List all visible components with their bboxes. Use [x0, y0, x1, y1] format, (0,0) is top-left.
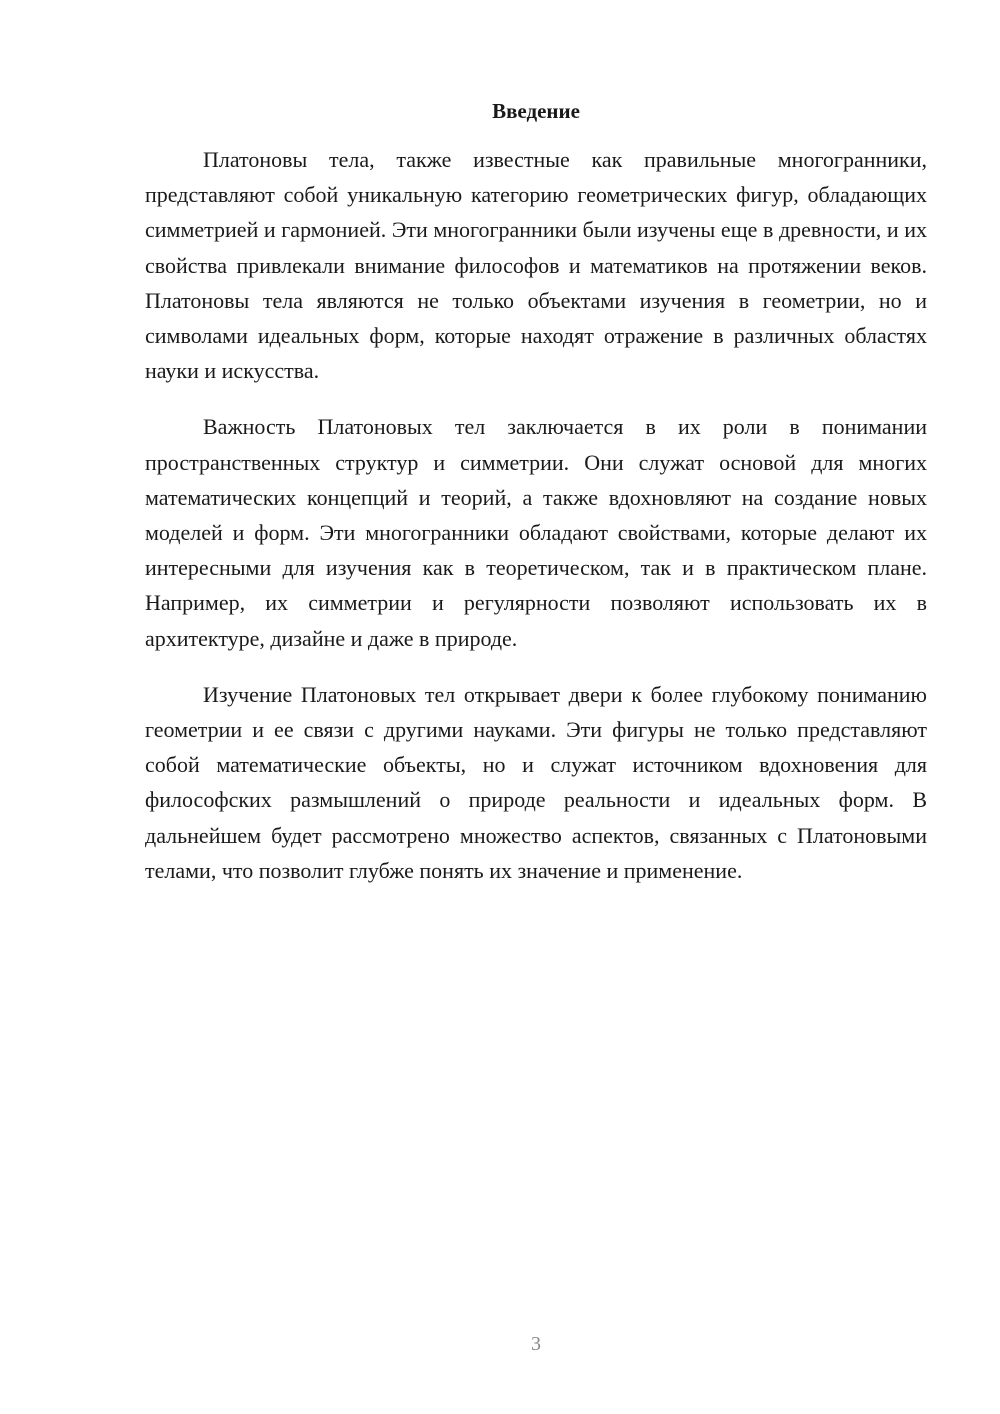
- body-text: [145, 142, 927, 909]
- paragraph-1: Платоновы тела, также известные как правильные многогранники, представляют собой уникальную категорию геометрических фигур, обладающих симметрией и гармонией. Эти многогранники были изучены еще в древности, и их свойства привлекали внимание философов и математиков на протяжении веков. Платоновы тела являются не только объектами изучения в геометрии, но и символами идеальных форм, которые находят отражение в различных областях науки и искусства.: [145, 147, 927, 384]
- paragraph-2: Важность Платоновых тел заключается в их роли в понимании пространственных структур и симметрии. Они служат основой для многих математических концепций и теорий, а также вдохновляют на создание новых моделей и форм. Эти многогранники обладают свойствами, которые делают их интересными для изучения как в теоретическом, так и в практическом плане. Например, их симметрии и регулярности позволяют использовать их в архитектуре, дизайне и даже в природе.: [145, 414, 927, 651]
- page-number: 3: [531, 1333, 541, 1355]
- paragraph-3: Изучение Платоновых тел открывает двери к более глубокому пониманию геометрии и ее связи с другими науками. Эти фигуры не только представляют собой математические объекты, но и служат источником вдохновения для философских размышлений о природе реальности и идеальных форм. В дальнейшем будет рассмотрено множество аспектов, связанных с Платоновыми телами, что позволит глубже понять их значение и применение.: [145, 681, 927, 883]
- section-title: Введение: [492, 99, 580, 123]
